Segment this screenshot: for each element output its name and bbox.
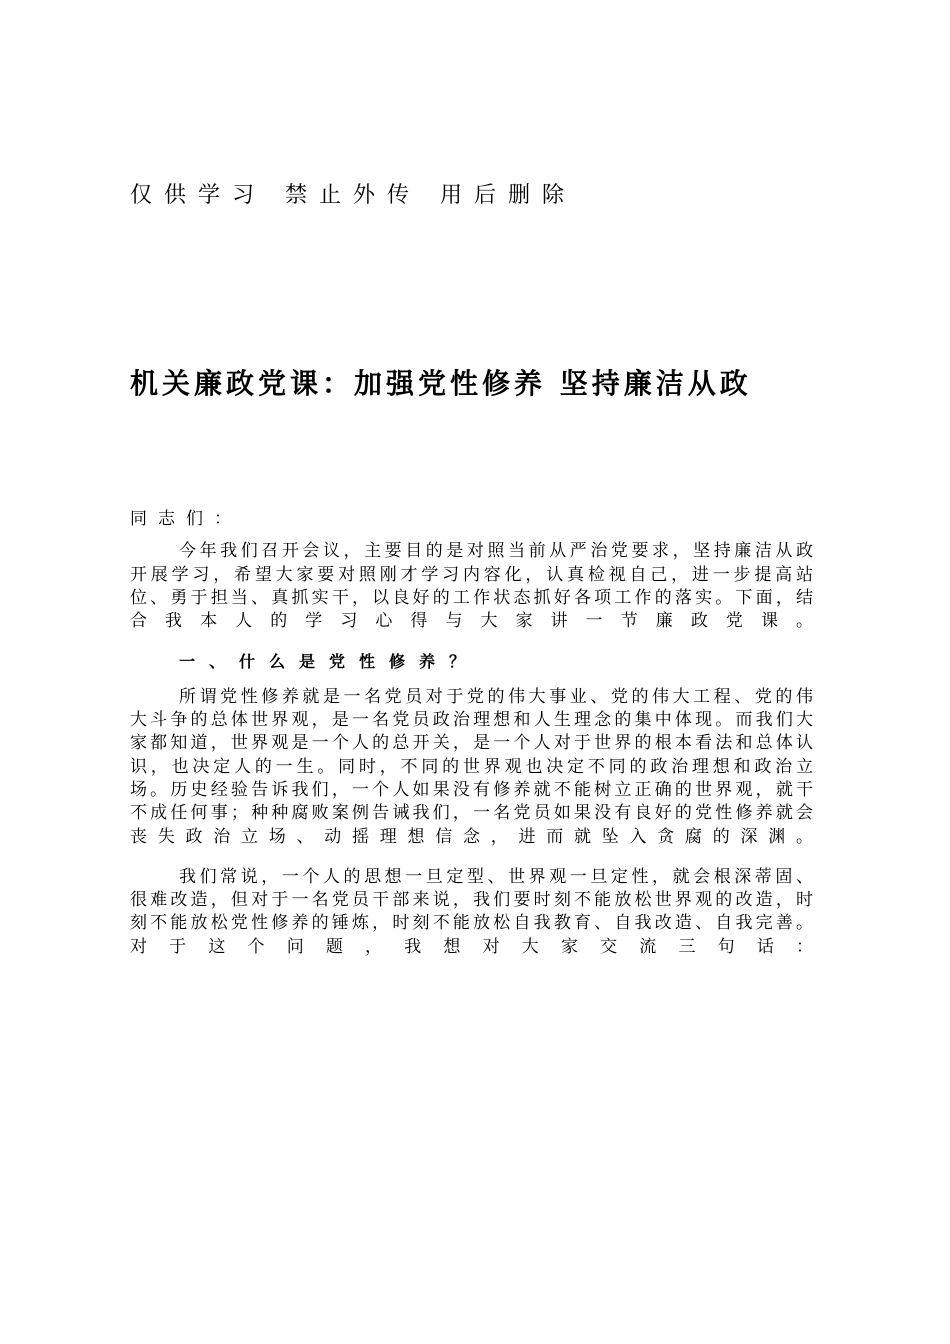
document-body bbox=[130, 508, 816, 976]
document-title: 机关廉政党课：加强党性修养 坚持廉洁从政 bbox=[130, 367, 752, 400]
paragraph-intro: 今年我们召开会议，主要目的是对照当前从严治党要求，坚持廉洁从政开展学习，希望大家要对照刚才学习内容化，认真检视自己，进一步提高站位、勇于担当、真抓实干，以良好的工作状态抓好各项工作的落实。下面，结合我本人的学习心得与大家讲一节廉政党课。 bbox=[130, 541, 816, 632]
confidentiality-notice: 仅供学习 禁止外传 用后删除 bbox=[130, 183, 576, 208]
section-heading-1: 一、什么是党性修养？ bbox=[179, 652, 480, 672]
paragraph-party-spirit: 所谓党性修养就是一名党员对于党的伟大事业、党的伟大工程、党的伟大斗争的总体世界观，是一名党员政治理想和人生理念的集中体现。而我们大家都知道，世界观是一个人的总开关，是一个人对于世界的根本看法和总体认识，也决定人的一生。同时，不同的世界观也决定不同的政治理想和政治立场。历史经验告诉我们，一个人如果没有修养就不能树立正确的世界观，就干不成任何事；种种腐败案例告诫我们，一名党员如果没有良好的党性修养就会丧失政治立场、动摇理想信念，进而就坠入贪腐的深渊。 bbox=[130, 686, 816, 847]
paragraph-worldview: 我们常说，一个人的思想一旦定型、世界观一旦定性，就会根深蒂固、很难改造，但对于一名党员干部来说，我们要时刻不能放松世界观的改造，时刻不能放松党性修养的锤炼，时刻不能放松自我教育、自我改造、自我完善。对于这个问题，我想对大家交流三句话： bbox=[130, 866, 816, 957]
salutation: 同志们： bbox=[130, 509, 242, 529]
